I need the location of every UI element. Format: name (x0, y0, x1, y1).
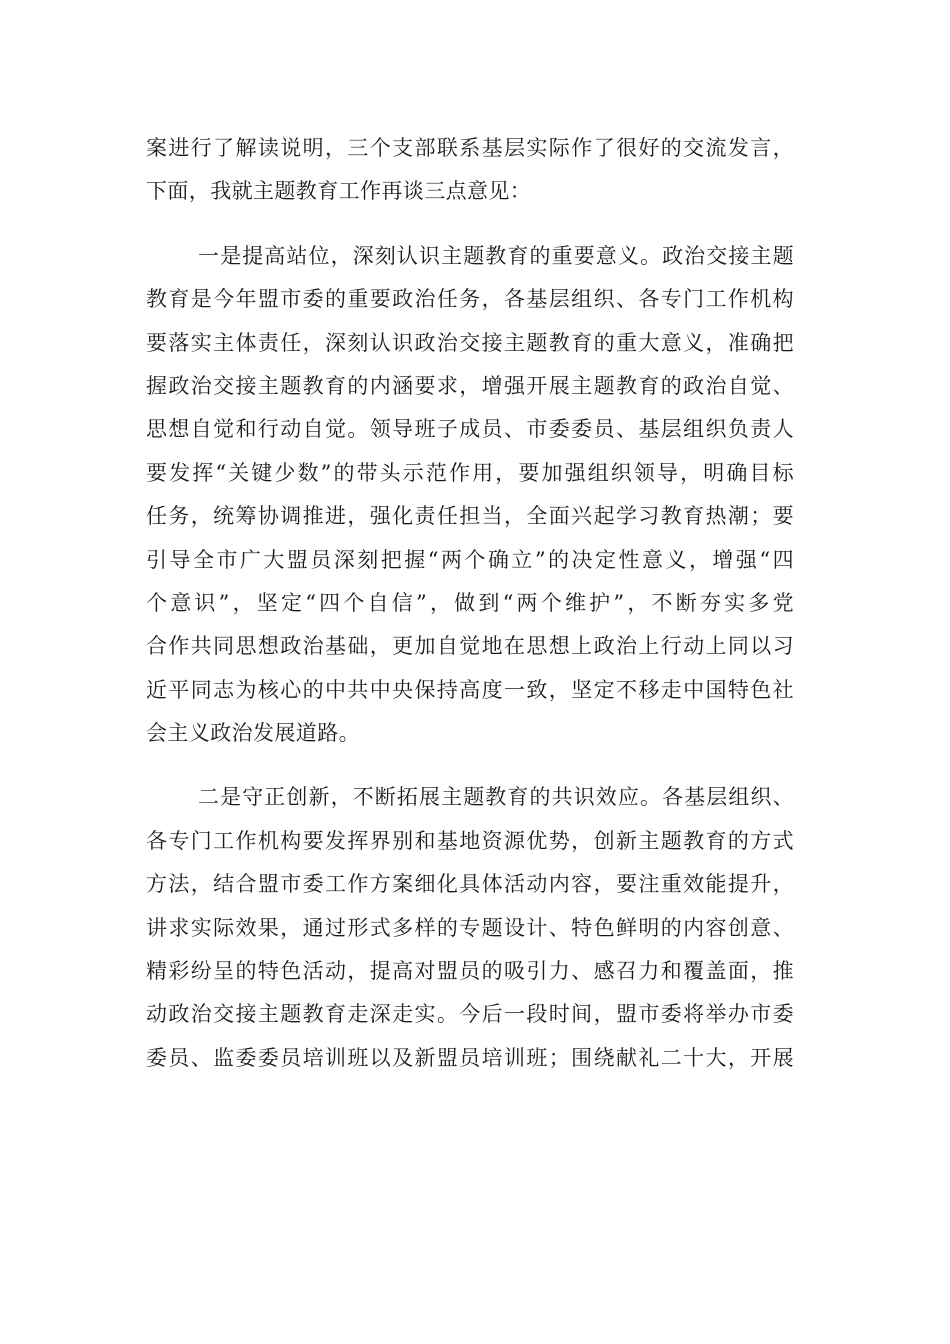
paragraph-gap (146, 755, 794, 776)
text-line: 握政治交接主题教育的内涵要求，增强开展主题教育的政治自觉、 (146, 373, 794, 398)
text-line: 合作共同思想政治基础，更加自觉地在思想上政治上行动上同以习 (146, 634, 794, 659)
text-line: 方法，结合盟市委工作方案细化具体活动内容，要注重效能提升， (146, 872, 794, 897)
text-line: 会主义政治发展道路。 (146, 721, 360, 746)
text-line: 要落实主体责任，深刻认识政治交接主题教育的重大意义，准确把 (146, 330, 794, 355)
text-line: 个意识”，坚定“四个自信”，做到“两个维护”，不断夯实多党 (146, 590, 794, 615)
paragraph-1 (146, 235, 794, 756)
paragraph-2 (146, 776, 794, 1080)
text-line: 一是提高站位，深刻认识主题教育的重要意义。政治交接主题 (198, 243, 794, 268)
text-line: 委员、监委委员培训班以及新盟员培训班；围绕献礼二十大，开展 (146, 1045, 794, 1070)
text-line: 下面，我就主题教育工作再谈三点意见： (146, 179, 532, 204)
text-line: 教育是今年盟市委的重要政治任务，各基层组织、各专门工作机构 (146, 287, 794, 312)
intro-paragraph (146, 127, 794, 214)
text-line: 二是守正创新，不断拓展主题教育的共识效应。各基层组织、 (198, 785, 794, 810)
text-line: 案进行了解读说明，三个支部联系基层实际作了很好的交流发言， (146, 136, 794, 160)
text-line: 思想自觉和行动自觉。领导班子成员、市委委员、基层组织负责人 (146, 417, 794, 442)
document-body (146, 127, 794, 1080)
text-line: 近平同志为核心的中共中央保持高度一致，坚定不移走中国特色社 (146, 677, 794, 702)
text-line: 精彩纷呈的特色活动，提高对盟员的吸引力、感召力和覆盖面，推 (146, 959, 794, 984)
text-line: 要发挥“关键少数”的带头示范作用，要加强组织领导，明确目标 (146, 460, 794, 485)
text-line: 各专门工作机构要发挥界别和基地资源优势，创新主题教育的方式 (146, 828, 794, 853)
text-line: 动政治交接主题教育走深走实。今后一段时间，盟市委将举办市委 (146, 1002, 794, 1027)
paragraph-gap (146, 214, 794, 235)
text-line: 讲求实际效果，通过形式多样的专题设计、特色鲜明的内容创意、 (146, 915, 794, 940)
text-line: 引导全市广大盟员深刻把握“两个确立”的决定性意义，增强“四 (146, 547, 794, 572)
text-line: 任务，统筹协调推进，强化责任担当，全面兴起学习教育热潮；要 (146, 504, 794, 529)
